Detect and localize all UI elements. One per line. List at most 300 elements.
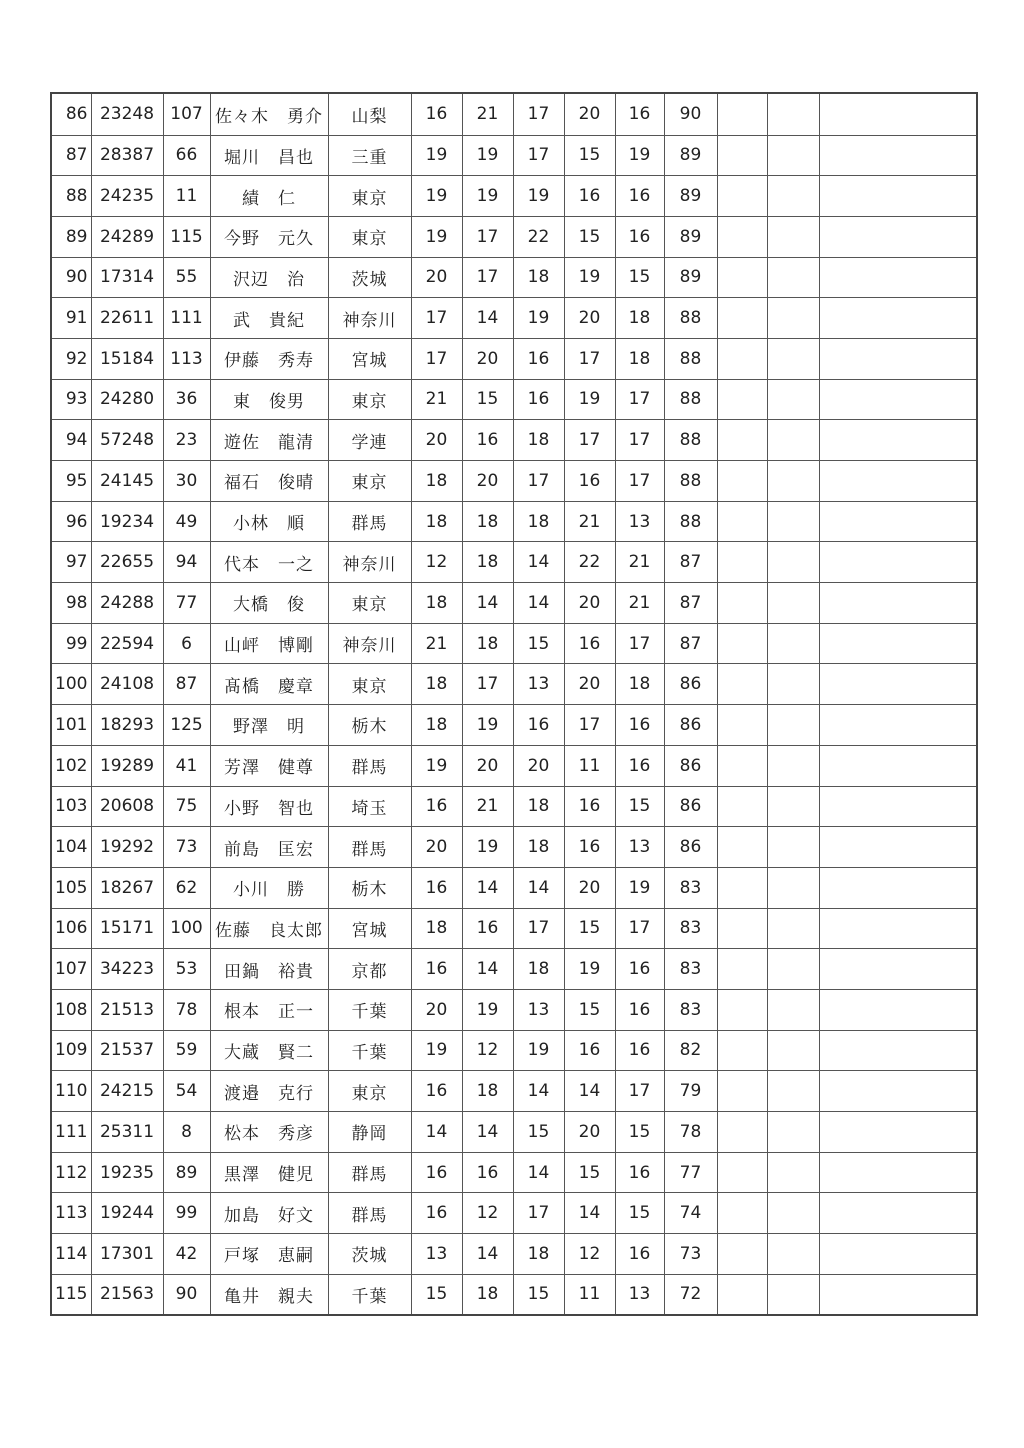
rank-cell: 115 [51,1274,91,1315]
score-round-1-cell: 18 [411,583,462,624]
total-score-cell: 89 [664,176,717,217]
member-number-cell: 25311 [91,1112,163,1153]
score-round-4-cell: 12 [564,1234,615,1275]
score-round-4-cell: 15 [564,908,615,949]
blank-cell-1 [717,1112,767,1153]
prefecture-cell: 東京 [328,216,411,257]
blank-cell-1 [717,623,767,664]
table-row [51,216,977,257]
total-score-cell: 86 [664,827,717,868]
member-number-cell: 21563 [91,1274,163,1315]
prefecture-cell: 東京 [328,583,411,624]
blank-cell-1 [717,827,767,868]
score-round-2-cell: 20 [462,745,513,786]
blank-cell-1 [717,216,767,257]
score-round-1-cell: 19 [411,745,462,786]
blank-cell-3 [819,461,977,502]
blank-cell-3 [819,135,977,176]
table-row [51,1071,977,1112]
total-score-cell: 83 [664,908,717,949]
blank-cell-2 [767,542,819,583]
player-name-cell: 髙橋 慶章 [210,664,328,705]
rank-cell: 94 [51,420,91,461]
score-round-4-cell: 17 [564,338,615,379]
entry-number-cell: 11 [163,176,210,217]
rank-cell: 90 [51,257,91,298]
blank-cell-1 [717,1274,767,1315]
blank-cell-2 [767,216,819,257]
score-round-2-cell: 14 [462,949,513,990]
entry-number-cell: 78 [163,989,210,1030]
player-name-cell: 佐藤 良太郎 [210,908,328,949]
score-round-4-cell: 20 [564,867,615,908]
blank-cell-3 [819,949,977,990]
member-number-cell: 19235 [91,1152,163,1193]
member-number-cell: 24108 [91,664,163,705]
blank-cell-2 [767,135,819,176]
score-round-4-cell: 16 [564,176,615,217]
blank-cell-2 [767,1112,819,1153]
rank-cell: 102 [51,745,91,786]
blank-cell-3 [819,1152,977,1193]
table-row [51,135,977,176]
table-row [51,1193,977,1234]
total-score-cell: 87 [664,542,717,583]
prefecture-cell: 東京 [328,176,411,217]
blank-cell-2 [767,827,819,868]
rank-cell: 106 [51,908,91,949]
player-name-cell: 福石 俊晴 [210,461,328,502]
entry-number-cell: 41 [163,745,210,786]
table-row [51,1112,977,1153]
score-round-4-cell: 20 [564,93,615,135]
score-round-2-cell: 12 [462,1193,513,1234]
player-name-cell: 前島 匡宏 [210,827,328,868]
blank-cell-1 [717,705,767,746]
player-name-cell: 松本 秀彦 [210,1112,328,1153]
blank-cell-2 [767,420,819,461]
score-round-3-cell: 18 [513,786,564,827]
score-round-5-cell: 13 [615,827,664,868]
entry-number-cell: 77 [163,583,210,624]
score-round-5-cell: 18 [615,338,664,379]
total-score-cell: 73 [664,1234,717,1275]
prefecture-cell: 学連 [328,420,411,461]
prefecture-cell: 栃木 [328,705,411,746]
player-name-cell: 小野 智也 [210,786,328,827]
score-round-1-cell: 20 [411,420,462,461]
entry-number-cell: 107 [163,93,210,135]
rank-cell: 109 [51,1030,91,1071]
rank-cell: 99 [51,623,91,664]
rank-cell: 95 [51,461,91,502]
blank-cell-1 [717,867,767,908]
score-round-4-cell: 16 [564,461,615,502]
score-round-2-cell: 19 [462,176,513,217]
blank-cell-3 [819,908,977,949]
total-score-cell: 83 [664,989,717,1030]
score-round-5-cell: 16 [615,1152,664,1193]
score-round-4-cell: 14 [564,1193,615,1234]
score-round-3-cell: 16 [513,705,564,746]
entry-number-cell: 99 [163,1193,210,1234]
score-round-4-cell: 17 [564,420,615,461]
table-row [51,1152,977,1193]
score-round-1-cell: 19 [411,135,462,176]
blank-cell-2 [767,1030,819,1071]
member-number-cell: 17314 [91,257,163,298]
blank-cell-2 [767,705,819,746]
blank-cell-2 [767,176,819,217]
member-number-cell: 24280 [91,379,163,420]
score-round-3-cell: 13 [513,989,564,1030]
score-round-4-cell: 11 [564,745,615,786]
score-round-4-cell: 15 [564,135,615,176]
score-round-1-cell: 15 [411,1274,462,1315]
score-round-5-cell: 17 [615,379,664,420]
prefecture-cell: 山梨 [328,93,411,135]
score-round-1-cell: 17 [411,298,462,339]
prefecture-cell: 東京 [328,664,411,705]
score-round-3-cell: 16 [513,338,564,379]
player-name-cell: 績 仁 [210,176,328,217]
score-round-2-cell: 14 [462,1112,513,1153]
player-name-cell: 小林 順 [210,501,328,542]
blank-cell-1 [717,461,767,502]
score-round-2-cell: 16 [462,420,513,461]
total-score-cell: 74 [664,1193,717,1234]
blank-cell-1 [717,338,767,379]
prefecture-cell: 東京 [328,1071,411,1112]
rank-cell: 100 [51,664,91,705]
blank-cell-1 [717,379,767,420]
score-round-5-cell: 16 [615,705,664,746]
score-round-2-cell: 18 [462,501,513,542]
total-score-cell: 82 [664,1030,717,1071]
prefecture-cell: 群馬 [328,827,411,868]
table-row [51,338,977,379]
total-score-cell: 89 [664,257,717,298]
score-round-3-cell: 18 [513,501,564,542]
score-round-2-cell: 14 [462,1234,513,1275]
entry-number-cell: 23 [163,420,210,461]
blank-cell-2 [767,867,819,908]
score-round-4-cell: 19 [564,949,615,990]
blank-cell-2 [767,583,819,624]
entry-number-cell: 36 [163,379,210,420]
rank-cell: 113 [51,1193,91,1234]
score-round-5-cell: 17 [615,420,664,461]
score-round-5-cell: 16 [615,949,664,990]
table-row [51,705,977,746]
score-round-4-cell: 20 [564,583,615,624]
blank-cell-1 [717,664,767,705]
score-round-5-cell: 13 [615,1274,664,1315]
rank-cell: 91 [51,298,91,339]
prefecture-cell: 東京 [328,379,411,420]
member-number-cell: 24145 [91,461,163,502]
player-name-cell: 芳澤 健尊 [210,745,328,786]
prefecture-cell: 栃木 [328,867,411,908]
player-name-cell: 黒澤 健児 [210,1152,328,1193]
score-round-1-cell: 20 [411,989,462,1030]
blank-cell-1 [717,1234,767,1275]
blank-cell-2 [767,908,819,949]
member-number-cell: 18293 [91,705,163,746]
score-round-3-cell: 17 [513,908,564,949]
score-round-4-cell: 15 [564,989,615,1030]
score-round-3-cell: 16 [513,379,564,420]
score-round-2-cell: 17 [462,257,513,298]
entry-number-cell: 115 [163,216,210,257]
results-table [50,92,978,1316]
score-round-2-cell: 21 [462,93,513,135]
score-round-3-cell: 18 [513,827,564,868]
table-row [51,420,977,461]
entry-number-cell: 73 [163,827,210,868]
score-round-4-cell: 16 [564,623,615,664]
blank-cell-2 [767,1152,819,1193]
player-name-cell: 根本 正一 [210,989,328,1030]
blank-cell-1 [717,1193,767,1234]
total-score-cell: 83 [664,867,717,908]
total-score-cell: 88 [664,461,717,502]
player-name-cell: 野澤 明 [210,705,328,746]
entry-number-cell: 30 [163,461,210,502]
score-round-2-cell: 15 [462,379,513,420]
score-round-1-cell: 18 [411,461,462,502]
blank-cell-2 [767,93,819,135]
score-round-2-cell: 12 [462,1030,513,1071]
score-round-1-cell: 16 [411,93,462,135]
score-round-3-cell: 17 [513,135,564,176]
table-row [51,1274,977,1315]
entry-number-cell: 53 [163,949,210,990]
table-row [51,298,977,339]
score-round-3-cell: 14 [513,1152,564,1193]
blank-cell-2 [767,949,819,990]
blank-cell-1 [717,93,767,135]
blank-cell-3 [819,705,977,746]
score-round-5-cell: 19 [615,867,664,908]
blank-cell-1 [717,786,767,827]
rank-cell: 88 [51,176,91,217]
total-score-cell: 87 [664,583,717,624]
blank-cell-3 [819,501,977,542]
blank-cell-3 [819,420,977,461]
score-round-5-cell: 16 [615,216,664,257]
score-round-2-cell: 20 [462,338,513,379]
blank-cell-1 [717,989,767,1030]
player-name-cell: 今野 元久 [210,216,328,257]
blank-cell-3 [819,1071,977,1112]
blank-cell-3 [819,379,977,420]
rank-cell: 89 [51,216,91,257]
blank-cell-1 [717,298,767,339]
score-round-5-cell: 16 [615,93,664,135]
score-round-1-cell: 17 [411,338,462,379]
rank-cell: 103 [51,786,91,827]
score-round-1-cell: 16 [411,1071,462,1112]
member-number-cell: 28387 [91,135,163,176]
total-score-cell: 86 [664,786,717,827]
entry-number-cell: 75 [163,786,210,827]
player-name-cell: 小川 勝 [210,867,328,908]
blank-cell-3 [819,338,977,379]
member-number-cell: 21537 [91,1030,163,1071]
player-name-cell: 大橋 俊 [210,583,328,624]
table-row [51,949,977,990]
blank-cell-1 [717,1071,767,1112]
prefecture-cell: 群馬 [328,501,411,542]
entry-number-cell: 94 [163,542,210,583]
score-round-1-cell: 12 [411,542,462,583]
member-number-cell: 17301 [91,1234,163,1275]
score-round-3-cell: 13 [513,664,564,705]
score-round-1-cell: 21 [411,623,462,664]
table-row [51,745,977,786]
blank-cell-1 [717,135,767,176]
entry-number-cell: 66 [163,135,210,176]
member-number-cell: 24289 [91,216,163,257]
player-name-cell: 武 貴紀 [210,298,328,339]
table-row [51,257,977,298]
blank-cell-3 [819,542,977,583]
prefecture-cell: 京都 [328,949,411,990]
member-number-cell: 19234 [91,501,163,542]
score-round-5-cell: 16 [615,745,664,786]
score-round-3-cell: 15 [513,623,564,664]
score-round-1-cell: 20 [411,257,462,298]
member-number-cell: 19289 [91,745,163,786]
entry-number-cell: 54 [163,1071,210,1112]
score-round-2-cell: 16 [462,1152,513,1193]
table-row [51,989,977,1030]
score-round-4-cell: 14 [564,1071,615,1112]
score-round-5-cell: 17 [615,1071,664,1112]
blank-cell-3 [819,583,977,624]
score-round-3-cell: 17 [513,93,564,135]
entry-number-cell: 113 [163,338,210,379]
rank-cell: 92 [51,338,91,379]
member-number-cell: 34223 [91,949,163,990]
blank-cell-1 [717,257,767,298]
member-number-cell: 22655 [91,542,163,583]
results-body [51,93,977,1315]
entry-number-cell: 87 [163,664,210,705]
score-round-3-cell: 19 [513,176,564,217]
score-round-2-cell: 18 [462,623,513,664]
score-round-5-cell: 16 [615,989,664,1030]
score-round-4-cell: 17 [564,705,615,746]
blank-cell-2 [767,501,819,542]
prefecture-cell: 群馬 [328,1193,411,1234]
total-score-cell: 72 [664,1274,717,1315]
entry-number-cell: 90 [163,1274,210,1315]
score-round-3-cell: 17 [513,1193,564,1234]
score-round-3-cell: 18 [513,420,564,461]
score-round-1-cell: 19 [411,176,462,217]
table-row [51,664,977,705]
score-round-2-cell: 20 [462,461,513,502]
rank-cell: 111 [51,1112,91,1153]
player-name-cell: 山岼 博剛 [210,623,328,664]
blank-cell-3 [819,1274,977,1315]
score-round-4-cell: 15 [564,1152,615,1193]
score-round-2-cell: 14 [462,583,513,624]
blank-cell-1 [717,1030,767,1071]
prefecture-cell: 千葉 [328,1030,411,1071]
score-round-4-cell: 11 [564,1274,615,1315]
member-number-cell: 24288 [91,583,163,624]
total-score-cell: 78 [664,1112,717,1153]
blank-cell-3 [819,216,977,257]
score-round-3-cell: 19 [513,1030,564,1071]
blank-cell-3 [819,93,977,135]
table-row [51,501,977,542]
score-round-5-cell: 21 [615,583,664,624]
table-row [51,623,977,664]
score-round-5-cell: 17 [615,908,664,949]
rank-cell: 93 [51,379,91,420]
blank-cell-3 [819,623,977,664]
blank-cell-3 [819,257,977,298]
blank-cell-2 [767,338,819,379]
blank-cell-2 [767,257,819,298]
score-round-5-cell: 18 [615,664,664,705]
score-round-5-cell: 15 [615,786,664,827]
score-round-3-cell: 18 [513,1234,564,1275]
blank-cell-1 [717,908,767,949]
player-name-cell: 加島 好文 [210,1193,328,1234]
player-name-cell: 戸塚 恵嗣 [210,1234,328,1275]
score-round-4-cell: 20 [564,1112,615,1153]
player-name-cell: 亀井 親夫 [210,1274,328,1315]
player-name-cell: 沢辺 治 [210,257,328,298]
score-round-5-cell: 21 [615,542,664,583]
prefecture-cell: 東京 [328,461,411,502]
total-score-cell: 88 [664,420,717,461]
blank-cell-1 [717,949,767,990]
member-number-cell: 19292 [91,827,163,868]
player-name-cell: 堀川 昌也 [210,135,328,176]
blank-cell-3 [819,827,977,868]
blank-cell-1 [717,501,767,542]
blank-cell-1 [717,1152,767,1193]
blank-cell-3 [819,1030,977,1071]
blank-cell-2 [767,1071,819,1112]
table-row [51,786,977,827]
prefecture-cell: 宮城 [328,338,411,379]
score-round-3-cell: 14 [513,583,564,624]
blank-cell-1 [717,542,767,583]
blank-cell-3 [819,1112,977,1153]
blank-cell-3 [819,989,977,1030]
score-round-2-cell: 18 [462,1274,513,1315]
score-round-3-cell: 14 [513,867,564,908]
total-score-cell: 88 [664,379,717,420]
entry-number-cell: 6 [163,623,210,664]
member-number-cell: 24235 [91,176,163,217]
player-name-cell: 遊佐 龍清 [210,420,328,461]
total-score-cell: 87 [664,623,717,664]
score-round-4-cell: 16 [564,1030,615,1071]
score-round-5-cell: 17 [615,623,664,664]
score-round-3-cell: 20 [513,745,564,786]
score-round-3-cell: 19 [513,298,564,339]
score-round-3-cell: 15 [513,1112,564,1153]
score-round-2-cell: 19 [462,705,513,746]
